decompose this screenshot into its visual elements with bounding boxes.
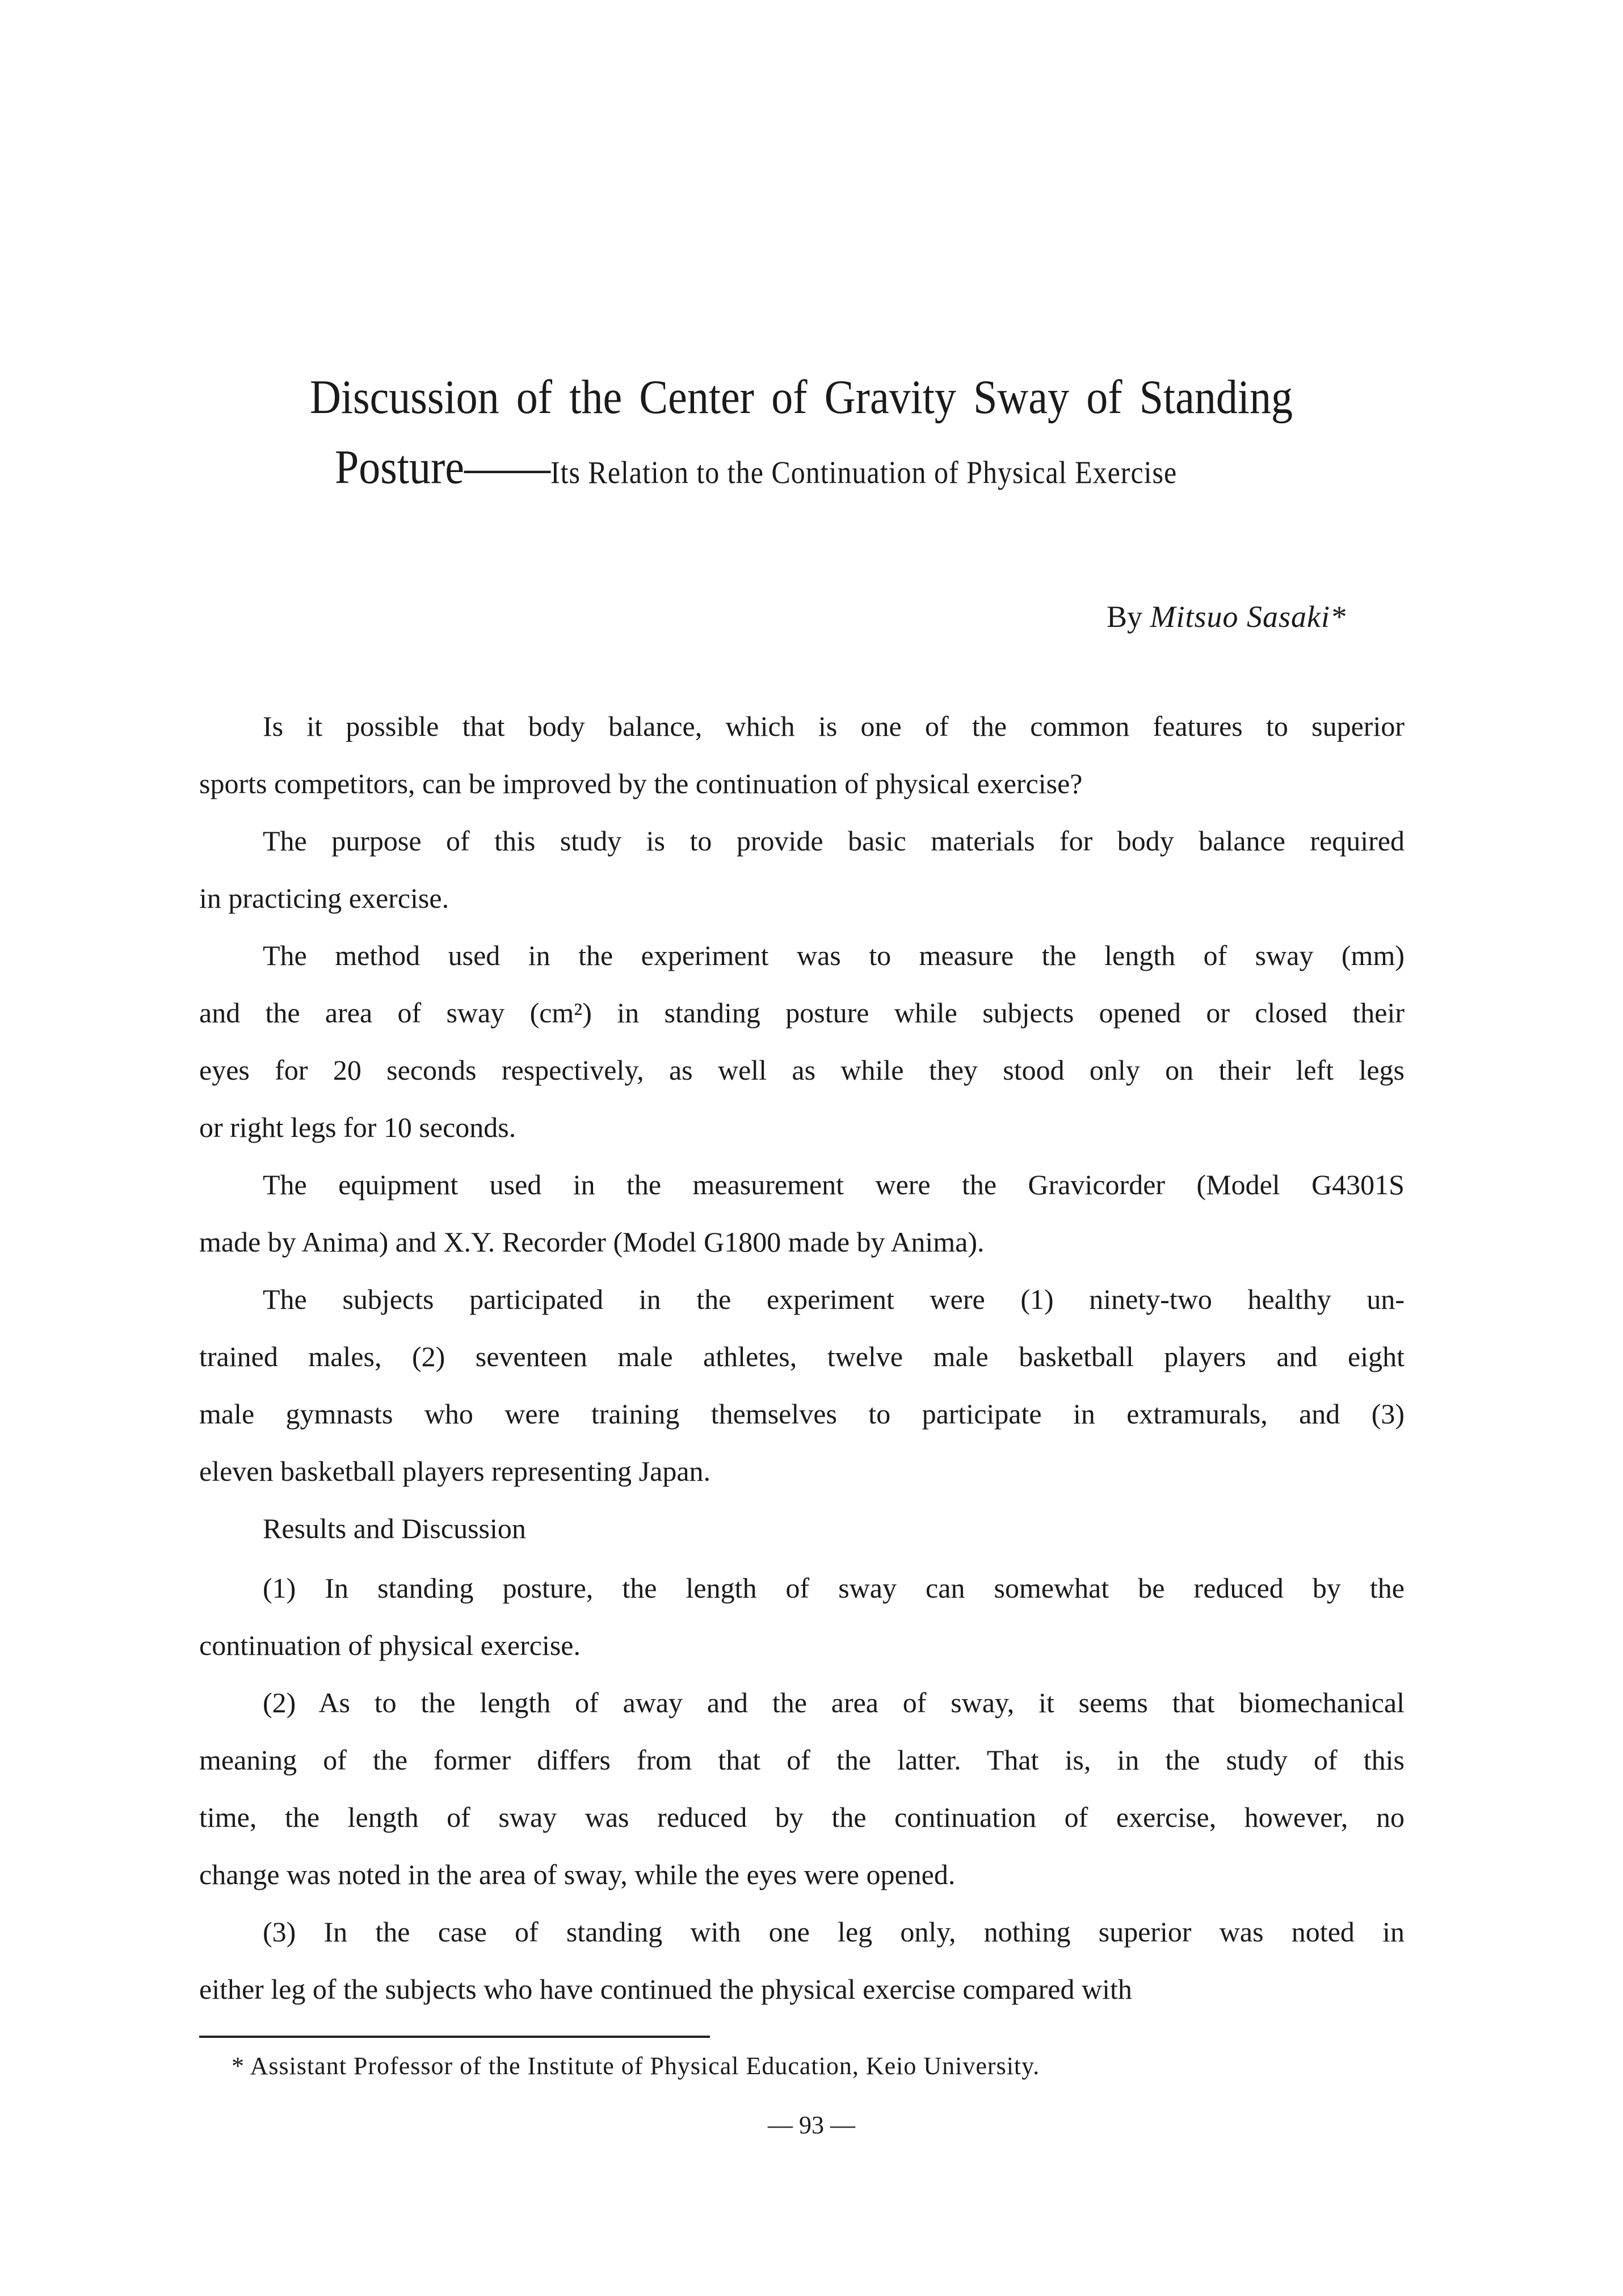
paper-subtitle: Its Relation to the Continuation of Physical Exercise xyxy=(550,454,1178,491)
text-line: continuation of physical exercise. xyxy=(199,1629,581,1661)
paragraph xyxy=(199,1156,1405,1271)
paper-title-line-2 xyxy=(335,439,1288,509)
paragraph xyxy=(199,1271,1405,1500)
text-line: eleven basketball players representing Japan. xyxy=(199,1455,711,1487)
byline xyxy=(1107,597,1346,637)
text-line: sports competitors, can be improved by the continuation of physical exercise? xyxy=(199,768,1083,799)
text-line: The subjects participated in the experiment were (1) ninety-two healthy un- xyxy=(263,1283,1405,1315)
text-line: either leg of the subjects who have continued the physical exercise compared with xyxy=(199,1973,1132,2005)
text-line: in practicing exercise. xyxy=(199,882,449,914)
abstract-body xyxy=(199,698,1405,2018)
author-name: Mitsuo Sasaki* xyxy=(1150,600,1346,634)
text-line: (1) In standing posture, the length of sway can somewhat be reduced by the xyxy=(263,1572,1405,1604)
paragraph xyxy=(199,927,1405,1156)
text-line: made by Anima) and X.Y. Recorder (Model G1800 made by Anima). xyxy=(199,1226,985,1258)
byline-prefix: By xyxy=(1106,600,1142,634)
text-line: Results and Discussion xyxy=(263,1513,526,1544)
paragraph xyxy=(199,1560,1405,1674)
text-line: (3) In the case of standing with one leg only, nothing superior was noted in xyxy=(263,1916,1405,1948)
footnote: * Assistant Professor of the Institute of Physical Education, Keio University. xyxy=(232,2052,1040,2080)
text-line: time, the length of sway was reduced by the continuation of exercise, however, no xyxy=(199,1801,1405,1833)
page-number: — 93 — xyxy=(768,2111,855,2139)
text-line: The method used in the experiment was to measure the length of sway (mm) xyxy=(263,940,1405,971)
text-line: male gymnasts who were training themselves to participate in extramurals, and (3) xyxy=(199,1398,1405,1430)
text-line: trained males, (2) seventeen male athletes, twelve male basketball players and eight xyxy=(199,1341,1405,1372)
text-line: change was noted in the area of sway, while the eyes were opened. xyxy=(199,1859,956,1890)
paragraph xyxy=(199,1903,1405,2018)
text-line: and the area of sway (cm²) in standing posture while subjects opened or closed their xyxy=(199,997,1405,1029)
paper-title-line-1: Discussion of the Center of Gravity Sway of Standing xyxy=(310,370,1293,424)
text-line: meaning of the former differs from that of the latter. That is, in the study of this xyxy=(199,1744,1405,1776)
paragraph xyxy=(199,812,1405,927)
paragraph xyxy=(199,1674,1405,1903)
text-line: (2) As to the length of away and the area of sway, it seems that biomechanical xyxy=(263,1687,1405,1718)
title-dash: —— xyxy=(464,440,550,494)
paragraph xyxy=(199,1500,1405,1557)
text-line: The equipment used in the measurement were the Gravicorder (Model G4301S xyxy=(263,1169,1405,1200)
text-line: Is it possible that body balance, which is one of the common features to superior xyxy=(263,710,1405,742)
text-line: The purpose of this study is to provide basic materials for body balance required xyxy=(263,825,1405,857)
paragraph xyxy=(199,698,1405,812)
title-posture: Posture xyxy=(335,440,464,494)
text-line: eyes for 20 seconds respectively, as well as while they stood only on their left legs xyxy=(199,1054,1405,1086)
footnote-rule xyxy=(199,2036,710,2038)
text-line: or right legs for 10 seconds. xyxy=(199,1111,516,1143)
